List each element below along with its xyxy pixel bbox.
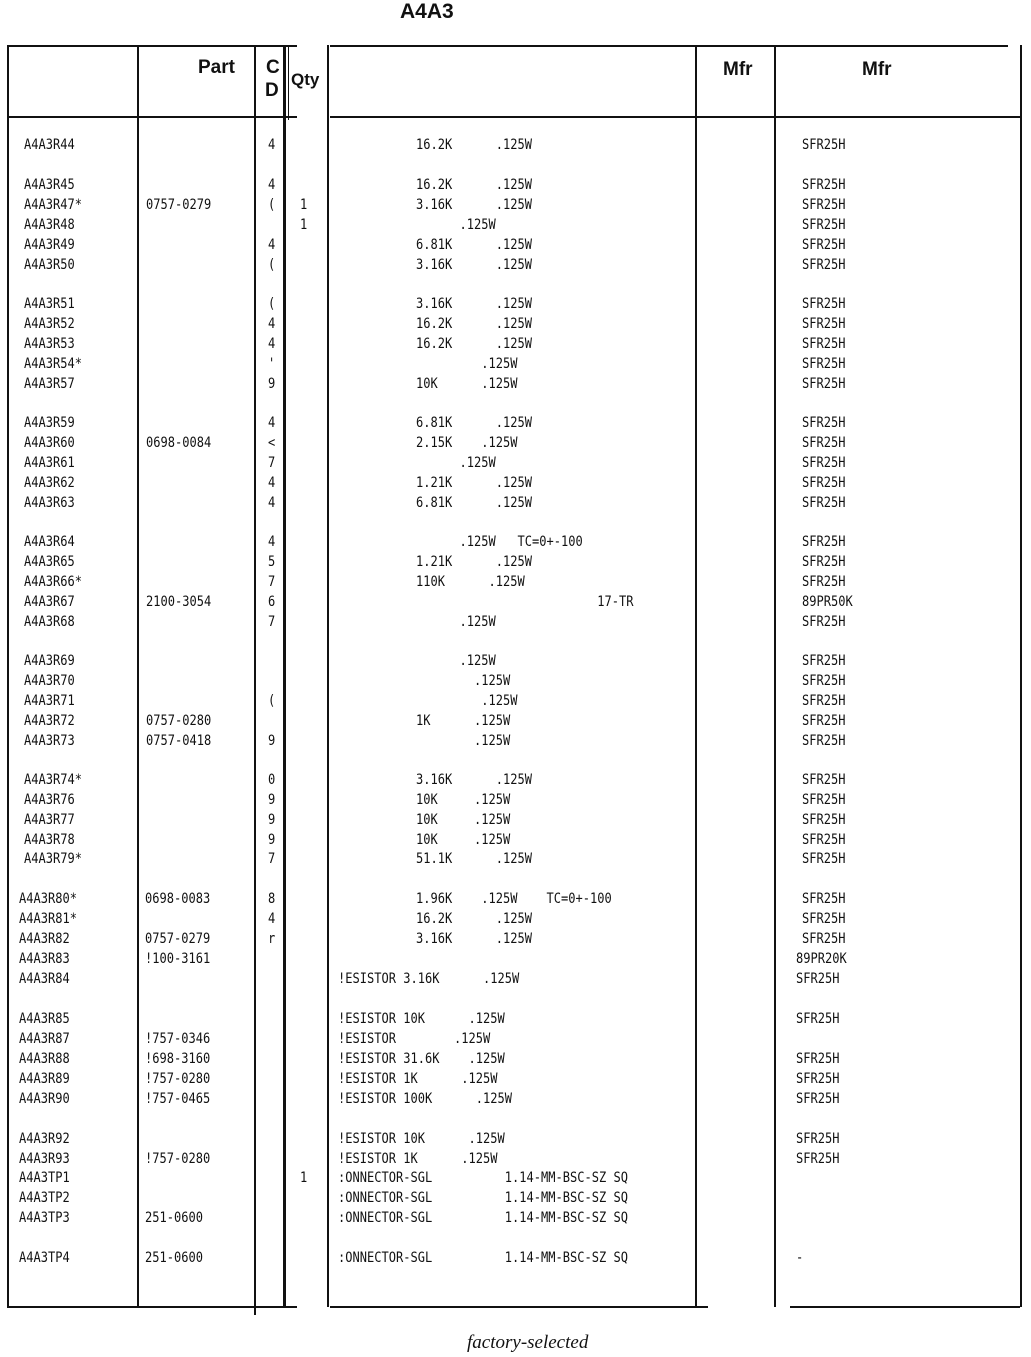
check-digit: 9 <box>268 376 276 392</box>
mfr-part-number: SFR25H <box>796 1131 840 1147</box>
description: 1.21K .125W <box>416 554 532 570</box>
description: !ESISTOR 1K .125W <box>338 1071 498 1087</box>
description: 10K .125W <box>416 812 511 828</box>
mfr-part-number: SFR25H <box>802 495 846 511</box>
check-digit: ( <box>268 296 276 312</box>
ref-designator: A4A3R44 <box>24 137 75 153</box>
part-number: !100-3161 <box>145 951 211 967</box>
ref-designator: A4A3R53 <box>24 336 75 352</box>
mfr-part-number: SFR25H <box>802 217 846 233</box>
ref-designator: A4A3R61 <box>24 455 75 471</box>
description: 2.15K .125W <box>416 435 518 451</box>
ref-designator: A4A3R83 <box>19 951 70 967</box>
mfr-part-number: SFR25H <box>802 296 846 312</box>
description: 10K .125W <box>416 832 511 848</box>
description: .125W <box>416 356 518 372</box>
check-digit: < <box>268 435 276 451</box>
part-number: 251-0600 <box>145 1210 203 1226</box>
header-mfr-part: Mfr <box>862 59 892 80</box>
ref-designator: A4A3R84 <box>19 971 70 987</box>
check-digit: ( <box>268 257 276 273</box>
mfr-part-number: SFR25H <box>802 673 846 689</box>
part-number: !757-0346 <box>145 1031 211 1047</box>
mfr-part-number: SFR25H <box>796 1091 840 1107</box>
part-number: !698-3160 <box>145 1051 211 1067</box>
check-digit: 4 <box>268 237 276 253</box>
description: .125W TC=0+-100 <box>416 534 583 550</box>
ref-designator: A4A3R89 <box>19 1071 70 1087</box>
description: .125W <box>416 693 518 709</box>
part-number: 0698-0083 <box>145 891 211 907</box>
mfr-part-number: SFR25H <box>802 614 846 630</box>
check-digit: 7 <box>268 614 276 630</box>
description: .125W <box>416 673 511 689</box>
ref-designator: A4A3R69 <box>24 653 75 669</box>
description: !ESISTOR 1K .125W <box>338 1151 498 1167</box>
ref-designator: A4A3R45 <box>24 177 75 193</box>
description: !ESISTOR .125W <box>338 1031 491 1047</box>
ref-designator: A4A3TP2 <box>19 1190 70 1206</box>
mfr-part-number: SFR25H <box>802 316 846 332</box>
mfr-part-number: SFR25H <box>802 733 846 749</box>
ref-designator: A4A3TP3 <box>19 1210 70 1226</box>
check-digit: 4 <box>268 336 276 352</box>
ref-designator: A4A3R63 <box>24 495 75 511</box>
ref-designator: A4A3R74* <box>24 772 82 788</box>
ref-designator: A4A3R92 <box>19 1131 70 1147</box>
mfr-part-number: SFR25H <box>802 931 846 947</box>
mfr-part-number: SFR25H <box>802 772 846 788</box>
mfr-part-number: SFR25H <box>802 177 846 193</box>
check-digit: r <box>268 931 276 947</box>
mfr-part-number: SFR25H <box>802 257 846 273</box>
mfr-part-number: 89PR50K <box>802 594 853 610</box>
ref-designator: A4A3R64 <box>24 534 75 550</box>
check-digit: 4 <box>268 475 276 491</box>
part-number: 2100-3054 <box>146 594 212 610</box>
mfr-part-number: SFR25H <box>802 574 846 590</box>
quantity: 1 <box>300 217 308 233</box>
description: :ONNECTOR-SGL 1.14-MM-BSC-SZ SQ <box>338 1250 628 1266</box>
description: :ONNECTOR-SGL 1.14-MM-BSC-SZ SQ <box>338 1210 628 1226</box>
mfr-part-number: SFR25H <box>802 197 846 213</box>
description: .125W <box>416 217 496 233</box>
mfr-part-number: SFR25H <box>802 713 846 729</box>
part-number: !757-0465 <box>145 1091 211 1107</box>
description: 6.81K .125W <box>416 415 532 431</box>
header-part: Part <box>198 57 235 78</box>
mfr-part-number: SFR25H <box>802 237 846 253</box>
description: 16.2K .125W <box>416 137 532 153</box>
description: 6.81K .125W <box>416 237 532 253</box>
check-digit: 5 <box>268 554 276 570</box>
mfr-part-number: SFR25H <box>802 792 846 808</box>
description: 1.21K .125W <box>416 475 532 491</box>
description: 10K .125W <box>416 792 511 808</box>
part-number: 0757-0280 <box>146 713 212 729</box>
description: 6.81K .125W <box>416 495 532 511</box>
part-number: 0757-0279 <box>146 197 212 213</box>
ref-designator: A4A3R73 <box>24 733 75 749</box>
check-digit: 9 <box>268 733 276 749</box>
mfr-part-number: SFR25H <box>802 534 846 550</box>
description: .125W <box>416 614 496 630</box>
ref-designator: A4A3R81* <box>19 911 77 927</box>
header-mfr-code: Mfr <box>723 59 753 80</box>
description: !ESISTOR 31.6K .125W <box>338 1051 505 1067</box>
mfr-part-number: 89PR20K <box>796 951 847 967</box>
mfr-part-number: SFR25H <box>802 851 846 867</box>
ref-designator: A4A3R57 <box>24 376 75 392</box>
check-digit: 4 <box>268 911 276 927</box>
check-digit: 9 <box>268 792 276 808</box>
part-number: 0698-0084 <box>146 435 212 451</box>
description: 3.16K .125W <box>416 772 532 788</box>
check-digit: 4 <box>268 415 276 431</box>
description: :ONNECTOR-SGL 1.14-MM-BSC-SZ SQ <box>338 1190 628 1206</box>
ref-designator: A4A3TP4 <box>19 1250 70 1266</box>
check-digit: 7 <box>268 574 276 590</box>
ref-designator: A4A3R79* <box>24 851 82 867</box>
description: !ESISTOR 3.16K .125W <box>338 971 520 987</box>
ref-designator: A4A3R90 <box>19 1091 70 1107</box>
ref-designator: A4A3R68 <box>24 614 75 630</box>
ref-designator: A4A3R77 <box>24 812 75 828</box>
mfr-part-number: SFR25H <box>802 653 846 669</box>
check-digit: 4 <box>268 177 276 193</box>
ref-designator: A4A3R71 <box>24 693 75 709</box>
ref-designator: A4A3R49 <box>24 237 75 253</box>
description: 3.16K .125W <box>416 257 532 273</box>
ref-designator: A4A3R60 <box>24 435 75 451</box>
check-digit: ( <box>268 693 276 709</box>
ref-designator: A4A3R52 <box>24 316 75 332</box>
ref-designator: A4A3R50 <box>24 257 75 273</box>
mfr-part-number: SFR25H <box>802 415 846 431</box>
mfr-part-number: SFR25H <box>802 693 846 709</box>
ref-designator: A4A3R62 <box>24 475 75 491</box>
check-digit: 8 <box>268 891 276 907</box>
mfr-part-number: SFR25H <box>796 971 840 987</box>
footer-note: factory-selected <box>467 1332 589 1353</box>
part-number: !757-0280 <box>145 1151 211 1167</box>
description: !ESISTOR 10K .125W <box>338 1131 505 1147</box>
part-number: 0757-0418 <box>146 733 212 749</box>
mfr-part-number: SFR25H <box>802 435 846 451</box>
page-title: A4A3 <box>400 0 454 23</box>
ref-designator: A4A3R80* <box>19 891 77 907</box>
mfr-part-number: SFR25H <box>802 376 846 392</box>
check-digit: 0 <box>268 772 276 788</box>
quantity: 1 <box>300 197 308 213</box>
ref-designator: A4A3R87 <box>19 1031 70 1047</box>
check-digit: 6 <box>268 594 276 610</box>
ref-designator: A4A3R88 <box>19 1051 70 1067</box>
mfr-part-number: SFR25H <box>802 891 846 907</box>
part-number: 0757-0279 <box>145 931 211 947</box>
mfr-part-number: SFR25H <box>796 1051 840 1067</box>
mfr-part-number: SFR25H <box>802 911 846 927</box>
description: 16.2K .125W <box>416 316 532 332</box>
header-cd-bottom: D <box>265 80 279 101</box>
mfr-part-number: SFR25H <box>802 336 846 352</box>
ref-designator: A4A3R67 <box>24 594 75 610</box>
check-digit: 7 <box>268 851 276 867</box>
mfr-part-number: SFR25H <box>796 1151 840 1167</box>
description: 1K .125W <box>416 713 511 729</box>
mfr-part-number: SFR25H <box>802 455 846 471</box>
part-number: !757-0280 <box>145 1071 211 1087</box>
description: 3.16K .125W <box>416 296 532 312</box>
header-qty: Qty <box>291 70 320 89</box>
quantity: 1 <box>300 1170 308 1186</box>
header-cd-top: C <box>266 57 280 78</box>
description: :ONNECTOR-SGL 1.14-MM-BSC-SZ SQ <box>338 1170 628 1186</box>
ref-designator: A4A3R76 <box>24 792 75 808</box>
mfr-part-number: SFR25H <box>802 137 846 153</box>
mfr-part-number: SFR25H <box>802 356 846 372</box>
mfr-part-number: SFR25H <box>802 475 846 491</box>
description: 1.96K .125W TC=0+-100 <box>416 891 612 907</box>
description: 51.1K .125W <box>416 851 532 867</box>
description: !ESISTOR 100K .125W <box>338 1091 512 1107</box>
check-digit: 4 <box>268 137 276 153</box>
mfr-part-number: SFR25H <box>802 812 846 828</box>
description: .125W <box>416 455 496 471</box>
part-number: 251-0600 <box>145 1250 203 1266</box>
description: .125W <box>416 653 496 669</box>
ref-designator: A4A3R59 <box>24 415 75 431</box>
ref-designator: A4A3R78 <box>24 832 75 848</box>
mfr-part-number: SFR25H <box>802 554 846 570</box>
ref-designator: A4A3R85 <box>19 1011 70 1027</box>
ref-designator: A4A3R82 <box>19 931 70 947</box>
check-digit: ( <box>268 197 276 213</box>
ref-designator: A4A3R93 <box>19 1151 70 1167</box>
ref-designator: A4A3R54* <box>24 356 82 372</box>
ref-designator: A4A3R47* <box>24 197 82 213</box>
check-digit: 7 <box>268 455 276 471</box>
mfr-part-number: SFR25H <box>796 1011 840 1027</box>
description: 16.2K .125W <box>416 911 532 927</box>
ref-designator: A4A3R65 <box>24 554 75 570</box>
check-digit: 9 <box>268 812 276 828</box>
ref-designator: A4A3R48 <box>24 217 75 233</box>
ref-designator: A4A3R70 <box>24 673 75 689</box>
description: 16.2K .125W <box>416 177 532 193</box>
check-digit: 4 <box>268 534 276 550</box>
description: 3.16K .125W <box>416 931 532 947</box>
ref-designator: A4A3R66* <box>24 574 82 590</box>
check-digit: ' <box>268 356 276 372</box>
description: 16.2K .125W <box>416 336 532 352</box>
description: .125W <box>416 733 511 749</box>
check-digit: 4 <box>268 316 276 332</box>
description: 3.16K .125W <box>416 197 532 213</box>
check-digit: 9 <box>268 832 276 848</box>
mfr-part-number: SFR25H <box>802 832 846 848</box>
description: 10K .125W <box>416 376 518 392</box>
mfr-part-number: - <box>796 1250 804 1266</box>
ref-designator: A4A3R51 <box>24 296 75 312</box>
description: 110K .125W <box>416 574 525 590</box>
check-digit: 4 <box>268 495 276 511</box>
ref-designator: A4A3TP1 <box>19 1170 70 1186</box>
mfr-part-number: SFR25H <box>796 1071 840 1087</box>
ref-designator: A4A3R72 <box>24 713 75 729</box>
description: 17-TR <box>416 594 634 610</box>
description: !ESISTOR 10K .125W <box>338 1011 505 1027</box>
